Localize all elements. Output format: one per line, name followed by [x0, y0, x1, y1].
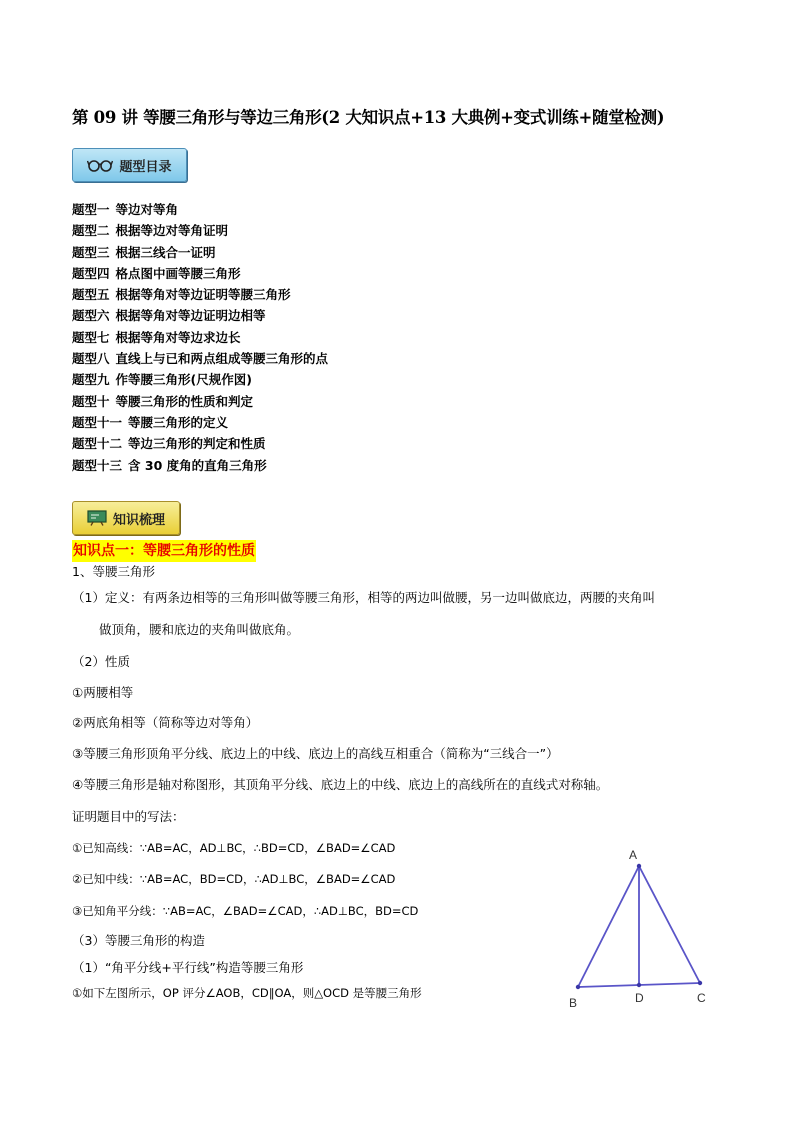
construction-line: ①如下左图所示，OP 评分∠AOB，CD∥OA，则△OCD 是等腰三角形 — [72, 986, 422, 1000]
construction-subheading: （1）“角平分线+平行线”构造等腰三角形 — [72, 960, 304, 975]
proof-line: ①已知高线：∵AB=AC，AD⊥BC，∴BD=CD，∠BAD=∠CAD — [72, 841, 396, 855]
toc-item[interactable]: 题型十二 等边三角形的判定和性质 — [72, 436, 266, 452]
toc-item[interactable]: 题型十 等腰三角形的性质和判定 — [72, 393, 254, 409]
toc-item[interactable]: 题型六 根据等角对等边证明边相等 — [72, 308, 266, 324]
toc-item[interactable]: 题型四 格点图中画等腰三角形 — [72, 265, 241, 281]
isosceles-triangle-figure — [560, 846, 720, 1016]
side-ac — [639, 866, 700, 983]
property-heading: （2）性质 — [72, 654, 130, 669]
section-heading: 1、等腰三角形 — [72, 564, 155, 579]
proof-line: ②已知中线：∵AB=AC，BD=CD，∴AD⊥BC，∠BAD=∠CAD — [72, 872, 396, 886]
label-b: B — [569, 996, 578, 1010]
property-item: ④等腰三角形是轴对称图形，其顶角平分线、底边上的中线、底边上的高线所在的直线式对称轴。 — [72, 777, 609, 792]
toc-item[interactable]: 题型十三 含 30 度角的直角三角形 — [72, 457, 267, 473]
toc-item[interactable]: 题型八 直线上与已和两点组成等腰三角形的点 — [72, 351, 329, 367]
definition-line: （1）定义：有两条边相等的三角形叫做等腰三角形，相等的两边叫做腰，另一边叫做底边，两腰的夹角叫 — [72, 590, 655, 605]
toc-list — [72, 199, 328, 476]
toc-item[interactable]: 题型一 等边对等角 — [72, 202, 179, 217]
side-ab — [578, 866, 639, 987]
knowledge-badge — [72, 501, 180, 535]
construction-heading: （3）等腰三角形的构造 — [72, 933, 205, 948]
toc-item[interactable]: 题型十一 等腰三角形的定义 — [72, 414, 229, 430]
property-item: ②两底角相等（简称等边对等角） — [72, 715, 259, 730]
label-a: A — [629, 848, 638, 862]
toc-item[interactable]: 题型九 作等腰三角形(尺规作図) — [72, 372, 252, 388]
page-title: 第 09 讲 等腰三角形与等边三角形(2 大知识点+13 大典例+变式训练+随堂检测) — [72, 108, 665, 127]
blackboard-icon — [87, 510, 107, 526]
proof-line: ③已知角平分线：∵AB=AC，∠BAD=∠CAD，∴AD⊥BC，BD=CD — [72, 904, 419, 918]
glasses-icon — [87, 158, 113, 172]
toc-badge — [72, 148, 187, 182]
property-item: ①两腰相等 — [72, 685, 134, 700]
label-d: D — [635, 991, 644, 1005]
proof-heading: 证明题目中的写法： — [72, 809, 185, 824]
toc-item[interactable]: 题型三 根据三线合一证明 — [72, 244, 216, 260]
knowledge-badge-label: 知识梳理 — [112, 512, 165, 528]
toc-item[interactable]: 题型五 根据等角对等边证明等腰三角形 — [72, 287, 291, 303]
definition-line: 做顶角，腰和底边的夹角叫做底角。 — [99, 622, 300, 637]
toc-item[interactable]: 题型二 根据等边对等角证明 — [72, 223, 229, 239]
toc-badge-label: 题型目录 — [119, 159, 172, 175]
label-c: C — [697, 991, 706, 1005]
knowledge-point-title: 知识点一：等腰三角形的性质 — [72, 540, 256, 562]
toc-item[interactable]: 题型七 根据等角对等边求边长 — [72, 329, 241, 345]
property-item: ③等腰三角形顶角平分线、底边上的中线、底边上的高线互相重合（简称为“三线合一”） — [72, 746, 559, 761]
